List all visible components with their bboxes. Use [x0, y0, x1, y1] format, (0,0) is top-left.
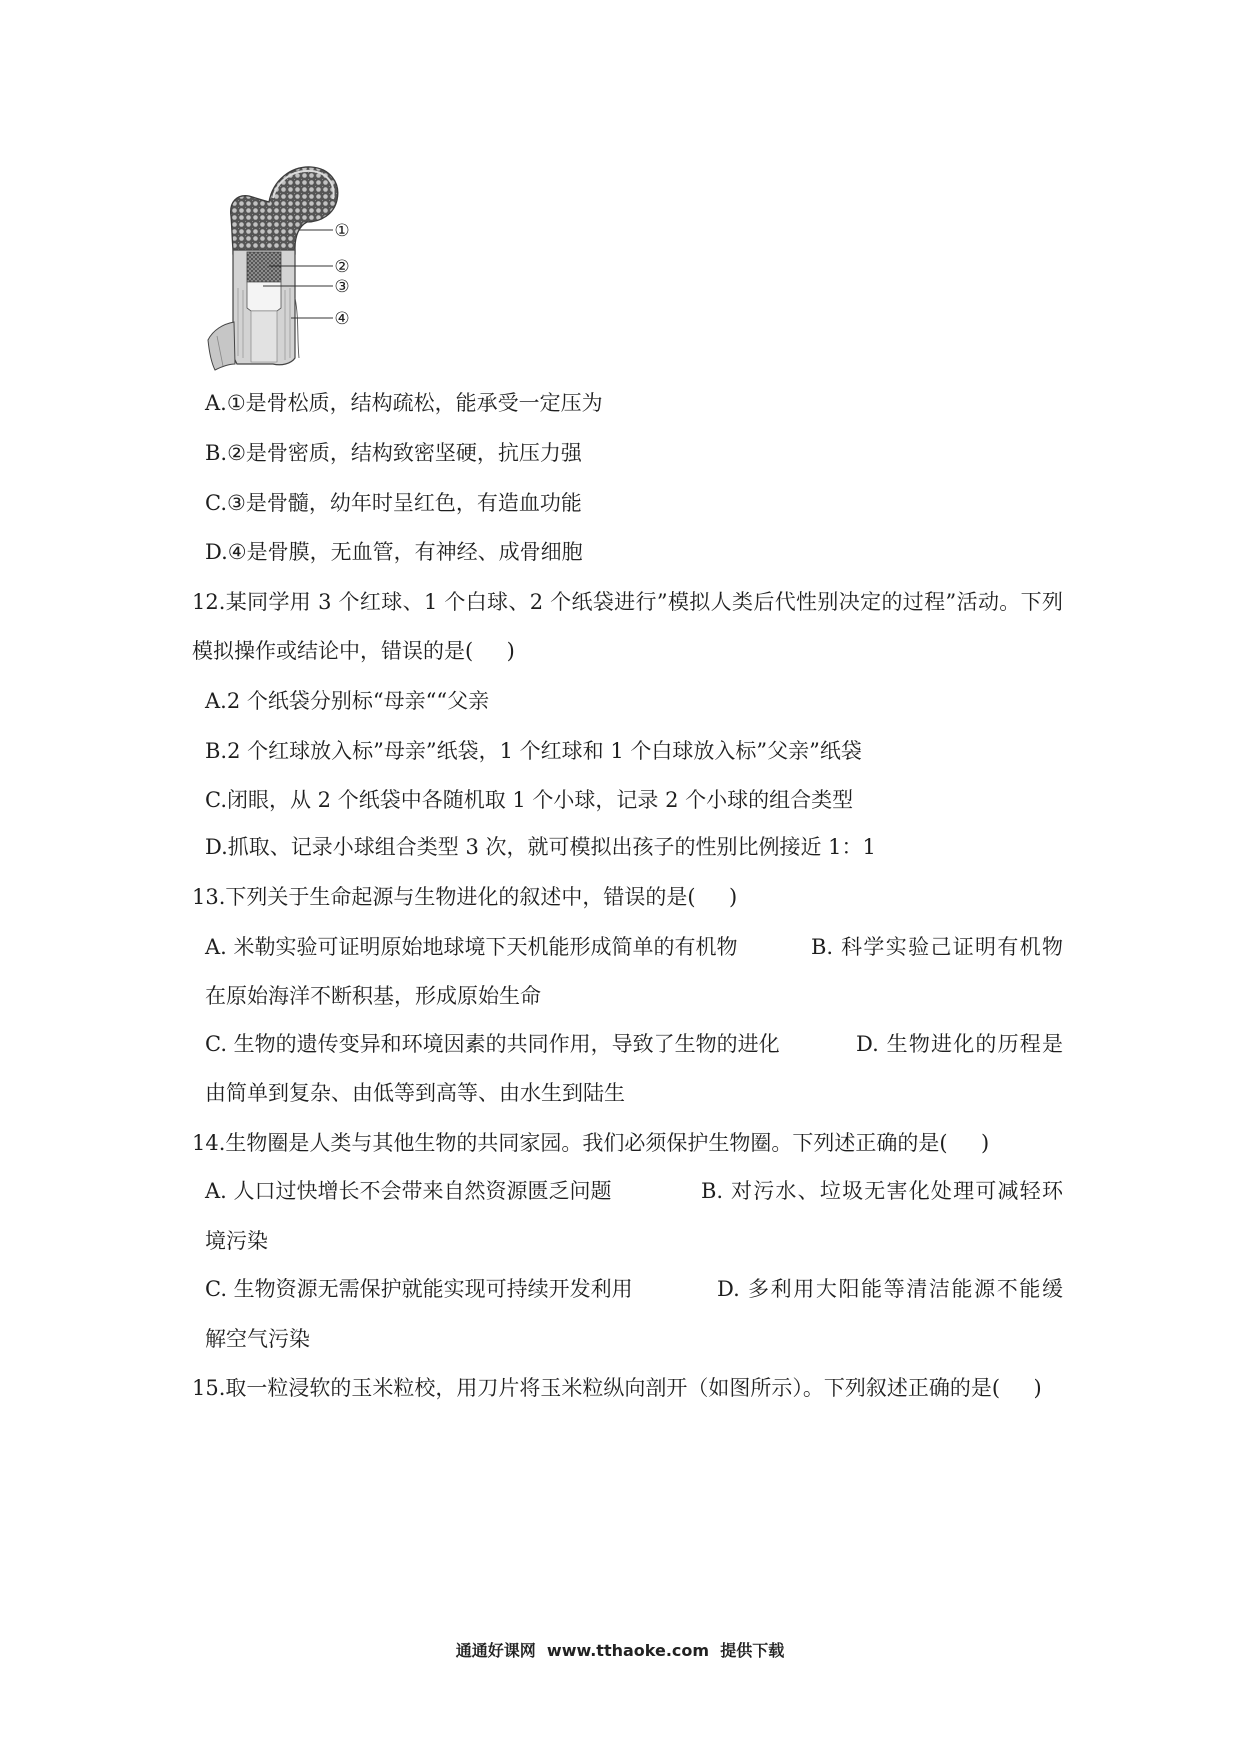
periosteum-flap	[208, 322, 235, 370]
bone-marrow-region	[247, 252, 281, 282]
q12-stem-line-2: 模拟操作或结论中，错误的是( )	[192, 639, 515, 663]
q12-option-b: B.2 个红球放入标”母亲”纸袋，1 个红球和 1 个白球放入标”父亲”纸袋	[205, 739, 862, 763]
q14-option-b-line-2: 境污染	[205, 1229, 268, 1253]
q12-stem-line-1: 12.某同学用 3 个红球、1 个白球、2 个纸袋进行”模拟人类后代性别决定的过程”活动。下列	[192, 590, 1063, 614]
q13-option-b-line-2: 在原始海洋不断积基，形成原始生命	[205, 984, 541, 1008]
cavity-lower	[251, 311, 277, 362]
q13-option-c: C. 生物的遗传变异和环境因素的共同作用，导致了生物的进化	[205, 1032, 780, 1056]
q12-option-c: C.闭眼，从 2 个纸袋中各随机取 1 个小球，记录 2 个小球的组合类型	[205, 788, 854, 812]
q14-option-a: A. 人口过快增长不会带来自然资源匮乏问题	[205, 1179, 612, 1203]
q13-option-b-line-1: B. 科学实验己证明有机物	[811, 935, 1063, 959]
q13-option-d-line-1: D. 生物进化的历程是	[856, 1032, 1063, 1056]
q15-stem: 15.取一粒浸软的玉米粒校，用刀片将玉米粒纵向剖开（如图所示）。下列叙述正确的是( )	[192, 1376, 1042, 1400]
q11-option-b: B.②是骨密质，结构致密坚硬，抗压力强	[205, 441, 582, 465]
figure-label-2: ②	[334, 257, 350, 277]
figure-label-4: ④	[334, 309, 350, 329]
q12-option-a: A.2 个纸袋分别标“母亲““父亲	[205, 689, 490, 713]
q11-option-c: C.③是骨髓，幼年时呈红色，有造血功能	[205, 491, 582, 515]
q14-option-d-line-2: 解空气污染	[205, 1327, 310, 1351]
figure-label-3: ③	[334, 277, 350, 297]
q11-option-d: D.④是骨膜，无血管，有神经、成骨细胞	[205, 540, 583, 564]
page-footer: 通通好课网 www.tthaoke.com 提供下载	[455, 1641, 785, 1660]
q14-option-d-line-1: D. 多利用大阳能等清洁能源不能缓	[717, 1277, 1063, 1301]
q14-option-b-line-1: B. 对污水、垃圾无害化处理可减轻环	[701, 1179, 1063, 1203]
q13-stem: 13.下列关于生命起源与生物进化的叙述中，错误的是( )	[192, 885, 738, 909]
figure-label-1: ①	[334, 221, 350, 241]
q11-option-a: A.①是骨松质，结构疏松，能承受一定压为	[205, 391, 603, 415]
periosteum-right-edge	[295, 298, 299, 358]
bone-diagram-svg	[203, 158, 383, 380]
q12-option-d: D.抓取、记录小球组合类型 3 次，就可模拟出孩子的性别比例接近 1：1	[205, 835, 876, 859]
q14-option-c: C. 生物资源无需保护就能实现可持续开发利用	[205, 1277, 633, 1301]
q13-option-a: A. 米勒实验可证明原始地球境下天机能形成简单的有机物	[205, 935, 738, 959]
bone-structure-figure	[203, 158, 383, 380]
q14-stem: 14.生物圈是人类与其他生物的共同家园。我们必须保护生物圈。下列述正确的是( )	[192, 1131, 990, 1155]
q13-option-d-line-2: 由简单到复杂、由低等到高等、由水生到陆生	[205, 1081, 625, 1105]
